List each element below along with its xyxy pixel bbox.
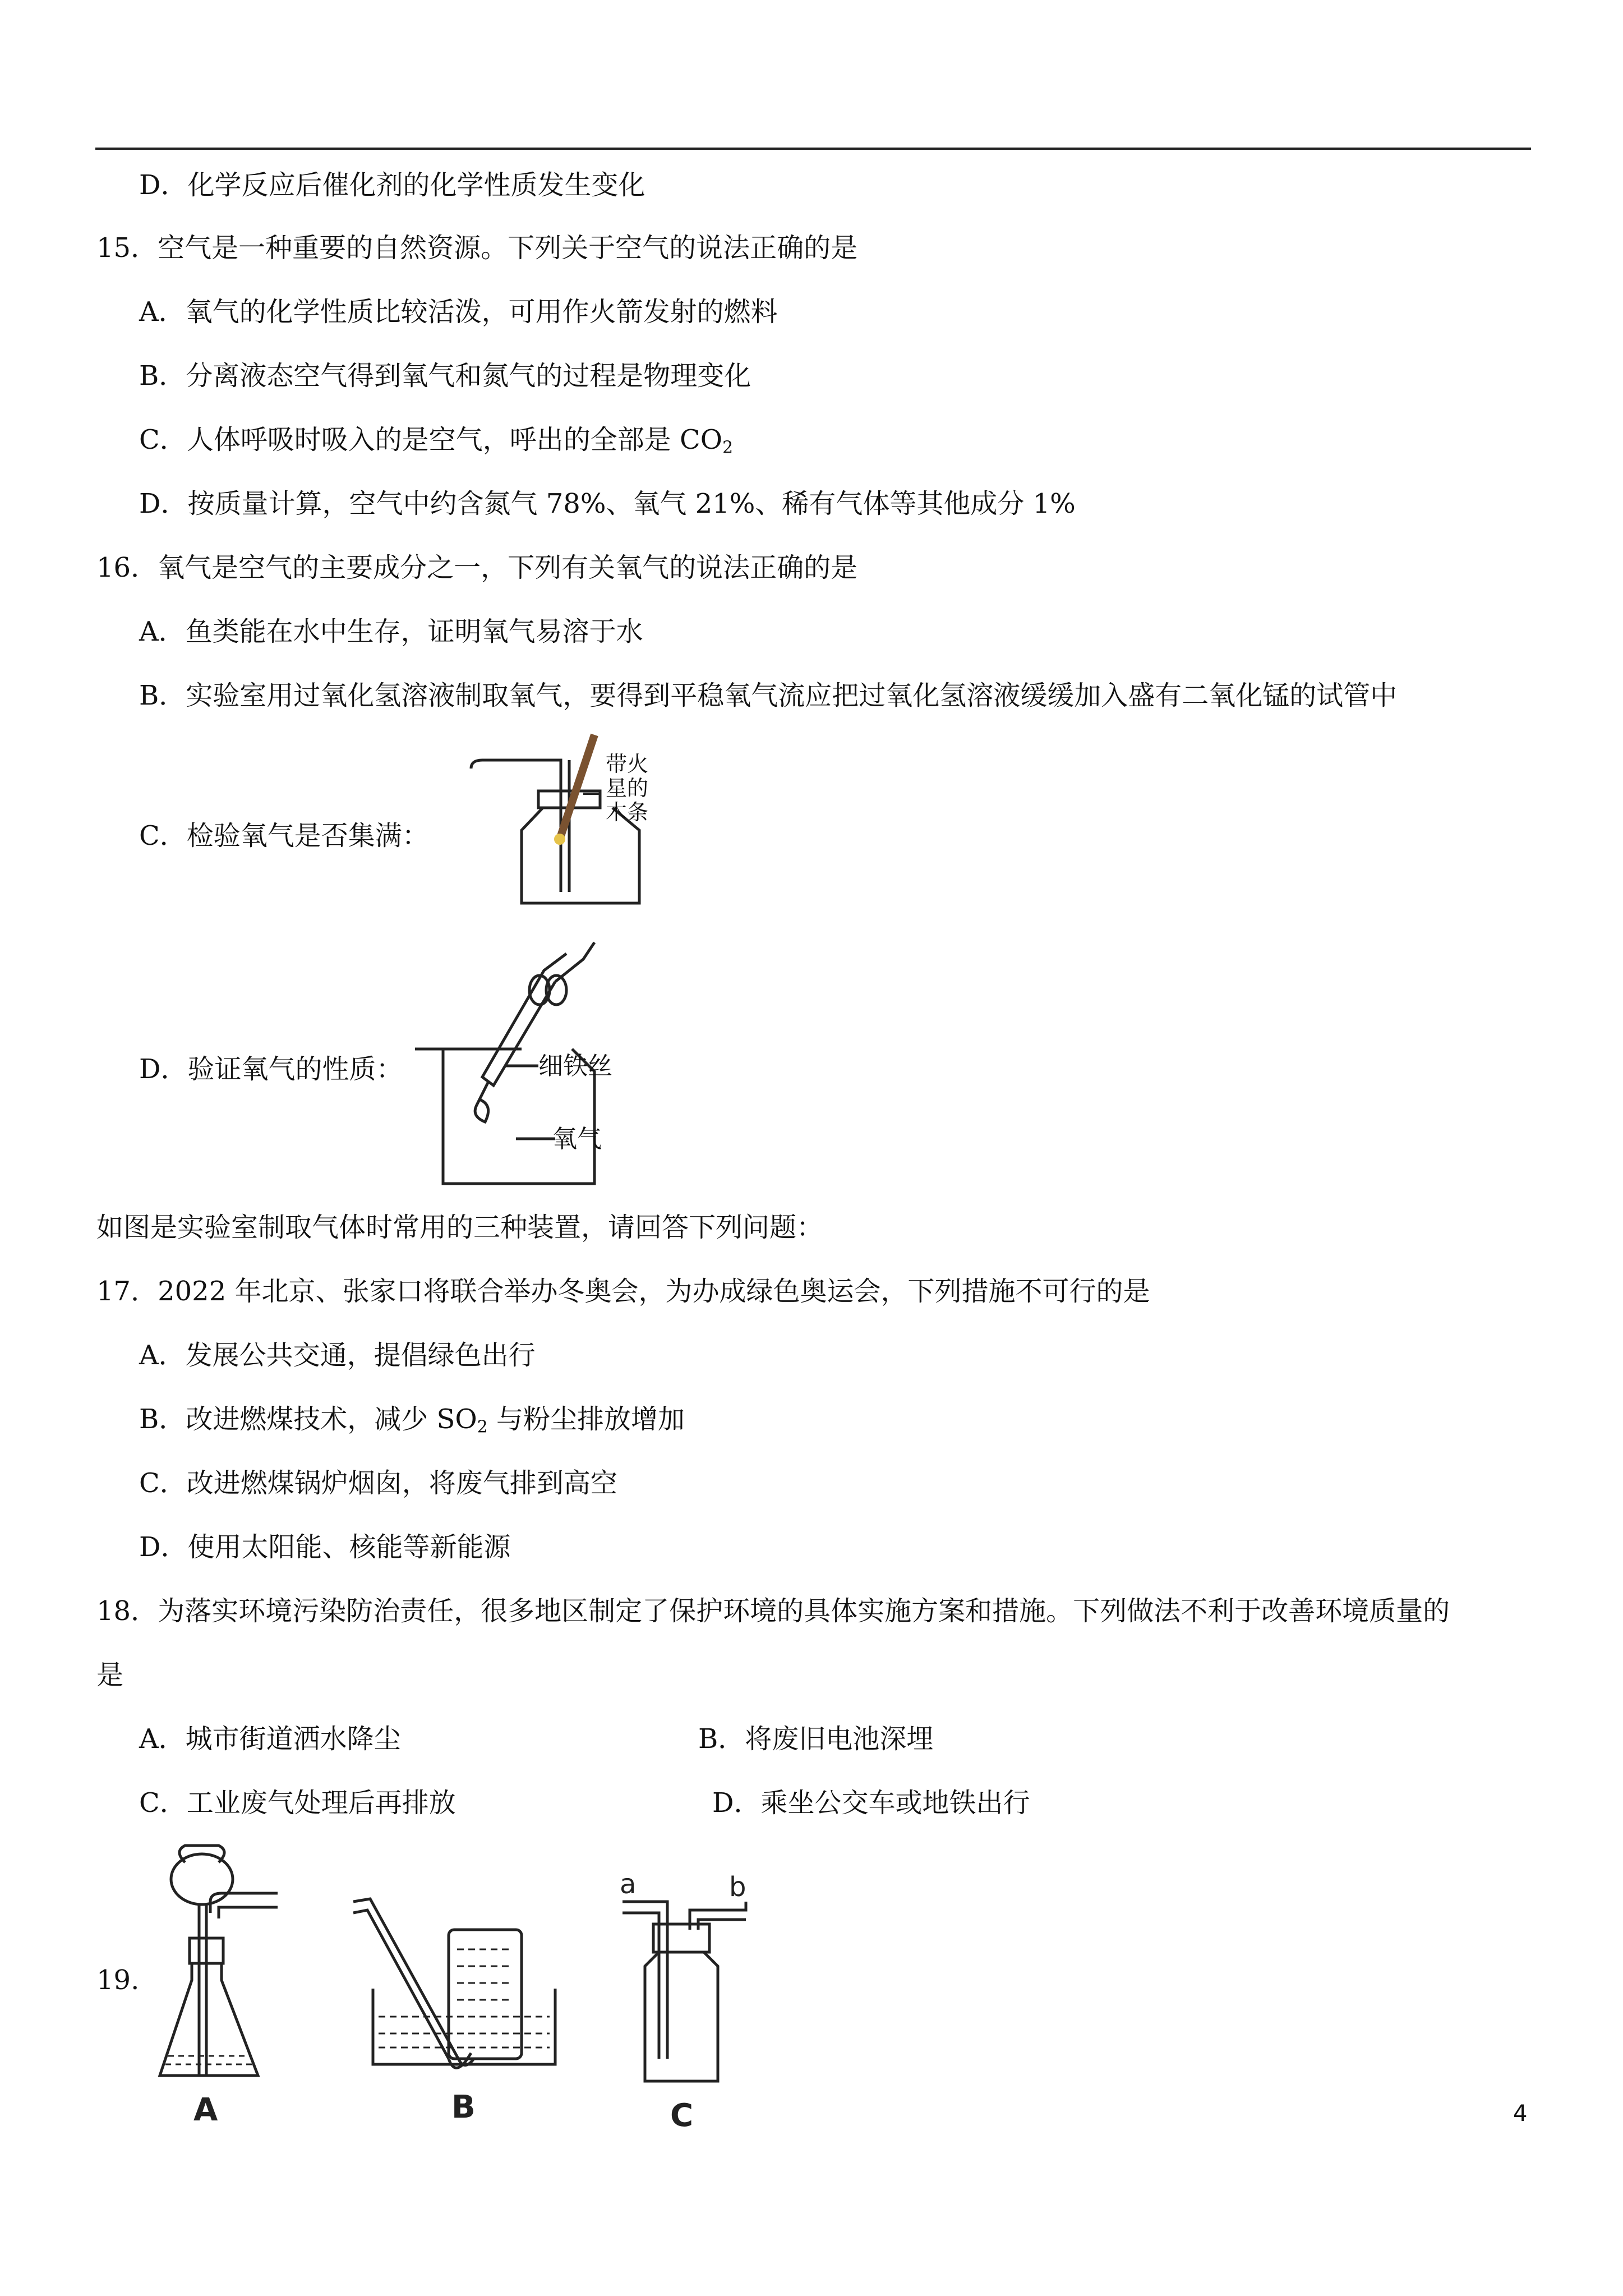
- conical-flask: [160, 1963, 258, 2076]
- q18-stem-line2: 是: [96, 1659, 124, 1691]
- splint-label-3: 木条: [606, 800, 649, 825]
- iron-wire: [475, 1083, 488, 1122]
- wooden-splint: [561, 735, 594, 836]
- q16-option-d: D．验证氧气的性质：: [139, 1053, 403, 1085]
- q16-option-b: B．实验室用过氧化氢溶液制取氧气，要得到平稳氧气流应把过氧化氢溶液缓缓加入盛有二氧化锰的试管中: [139, 680, 1398, 711]
- q19-apparatus-a: [151, 1840, 297, 2132]
- oxygen-label: 氧气: [552, 1125, 602, 1153]
- q15-option-c-text: C．人体呼吸时吸入的是空气，呼出的全部是 CO: [139, 424, 723, 455]
- q17-option-b-text-end: 与粉尘排放增加: [487, 1404, 685, 1435]
- q15-option-c: [139, 423, 733, 457]
- splint-label-1: 带火: [606, 752, 649, 776]
- q15-option-a: A．氧气的化学性质比较活泼，可用作火箭发射的燃料: [139, 296, 778, 328]
- q19-apparatus-c: [617, 1868, 763, 2137]
- intro-text: 如图是实验室制取气体时常用的三种装置，请回答下列问题：: [96, 1212, 824, 1243]
- wash-bottle: [645, 1952, 718, 2081]
- bottle-stopper: [653, 1924, 709, 1952]
- q15-stem: 15．空气是一种重要的自然资源。下列关于空气的说法正确的是: [96, 232, 858, 264]
- page-number: 4: [1513, 2101, 1528, 2127]
- iron-wire-label: 细铁丝: [538, 1052, 612, 1080]
- apparatus-label-b: B: [451, 2089, 476, 2125]
- q18-stem-line1: 18．为落实环境污染防治责任，很多地区制定了保护环境的具体实施方案和措施。下列做法不利于改善环境质量的: [96, 1595, 1450, 1627]
- q18-option-c: C．工业废气处理后再排放: [139, 1787, 456, 1819]
- q17-option-a: A．发展公共交通，提倡绿色出行: [139, 1340, 536, 1371]
- q17-option-b-text: B．改进燃煤技术，减少 SO: [139, 1404, 477, 1435]
- q19-apparatus-b: [348, 1896, 572, 2132]
- q17-option-b-subscript: 2: [477, 1417, 488, 1437]
- splint-label-2: 星的: [606, 776, 649, 800]
- apparatus-label-a: A: [193, 2092, 218, 2128]
- q15-option-d: D．按质量计算，空气中约含氮气 78%、氧气 21%、稀有气体等其他成分 1%: [139, 488, 1076, 519]
- header-rule: [95, 148, 1531, 150]
- q16-option-a: A．鱼类能在水中生存，证明氧气易溶于水: [139, 616, 643, 647]
- apparatus-label-c: C: [670, 2097, 694, 2134]
- q17-option-c: C．改进燃煤锅炉烟囱，将废气排到高空: [139, 1467, 617, 1499]
- q17-option-b: [139, 1402, 685, 1436]
- q18-option-d: D．乘坐公交车或地铁出行: [712, 1787, 1030, 1819]
- funnel-bulb: [171, 1854, 233, 1904]
- q16-option-c: C．检验氧气是否集满：: [139, 820, 429, 852]
- q17-stem: 17．2022 年北京、张家口将联合举办冬奥会，为办成绿色奥运会，下列措施不可行的是: [96, 1276, 1150, 1307]
- q14-option-d: D．化学反应后催化剂的化学性质发生变化: [139, 169, 645, 201]
- q18-option-b: B．将废旧电池深埋: [698, 1723, 934, 1755]
- q15-option-c-subscript: 2: [722, 438, 734, 458]
- q19-number: 19.: [96, 1964, 140, 1996]
- side-tube: [210, 1893, 278, 1913]
- q16-stem: 16．氧气是空气的主要成分之一，下列有关氧气的说法正确的是: [96, 552, 858, 583]
- q15-option-b: B．分离液态空气得到氧气和氮气的过程是物理变化: [139, 360, 751, 392]
- port-a-label: a: [620, 1869, 637, 1900]
- q16-option-d-figure: [409, 937, 673, 1189]
- q18-option-a: A．城市街道洒水降尘: [139, 1723, 401, 1755]
- q17-option-d: D．使用太阳能、核能等新能源: [139, 1531, 511, 1563]
- water-trough: [373, 1989, 555, 2064]
- glowing-tip: [554, 834, 565, 845]
- port-b-label: b: [729, 1871, 746, 1903]
- delivery-tube: [471, 760, 561, 892]
- q16-option-c-figure: [460, 729, 695, 914]
